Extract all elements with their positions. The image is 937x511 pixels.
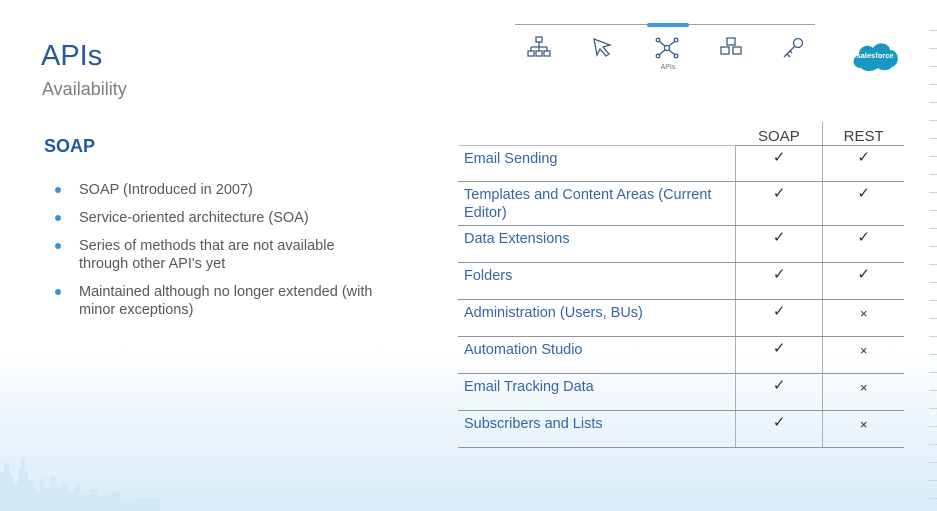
feature-cell: Administration (Users, BUs) <box>458 300 735 337</box>
soap-check-icon: ✓ <box>735 374 822 411</box>
soap-check-icon: ✓ <box>735 226 822 263</box>
table-row <box>458 146 904 182</box>
rest-cross-icon: × <box>823 337 904 374</box>
table-row <box>458 226 904 263</box>
key-icon[interactable] <box>780 35 806 61</box>
bullet-dot-icon <box>55 243 61 249</box>
bullet-item <box>55 283 375 319</box>
table-row <box>458 374 904 411</box>
hierarchy-icon[interactable] <box>526 35 552 61</box>
page-subtitle: Availability <box>42 79 127 99</box>
table-header-row <box>458 122 904 146</box>
header-soap: SOAP <box>735 122 822 146</box>
feature-cell: Folders <box>458 263 735 300</box>
bullet-item <box>55 237 375 273</box>
logo-text: salesforce <box>856 51 894 60</box>
rest-cross-icon: × <box>823 374 904 411</box>
api-availability-table <box>458 122 904 448</box>
rest-check-icon: ✓ <box>823 146 904 182</box>
bullet-item <box>55 181 375 199</box>
feature-cell: Subscribers and Lists <box>458 411 735 448</box>
rest-cross-icon: × <box>823 300 904 337</box>
soap-check-icon: ✓ <box>735 411 822 448</box>
rest-cross-icon: × <box>823 411 904 448</box>
feature-cell: Data Extensions <box>458 226 735 263</box>
header-rest: REST <box>823 122 904 146</box>
feature-cell: Email Sending <box>458 146 735 182</box>
bullet-text: Maintained although no longer extended (with minor exceptions) <box>79 284 373 318</box>
feature-cell: Automation Studio <box>458 337 735 374</box>
feature-cell: Email Tracking Data <box>458 374 735 411</box>
rest-check-icon: ✓ <box>823 182 904 226</box>
rest-check-icon: ✓ <box>823 226 904 263</box>
topic-nav <box>515 23 817 83</box>
table-row <box>458 263 904 300</box>
bullet-text: Series of methods that are not available through other API's yet <box>79 238 335 272</box>
rest-check-icon: ✓ <box>823 263 904 300</box>
section-heading: SOAP <box>44 136 96 156</box>
right-edge-decoration <box>929 30 937 500</box>
nav-active-label: APIs <box>660 64 676 71</box>
bullet-text: SOAP (Introduced in 2007) <box>79 182 253 198</box>
salesforce-logo <box>849 38 901 74</box>
bullet-dot-icon <box>55 187 61 193</box>
network-icon[interactable] <box>654 35 680 61</box>
table-row <box>458 337 904 374</box>
city-skyline-decoration <box>0 455 160 511</box>
cursor-icon[interactable] <box>590 35 616 61</box>
soap-check-icon: ✓ <box>735 146 822 182</box>
bullet-dot-icon <box>55 215 61 221</box>
table-row <box>458 182 904 226</box>
table-row <box>458 411 904 448</box>
soap-check-icon: ✓ <box>735 337 822 374</box>
header-feature <box>458 122 735 146</box>
soap-check-icon: ✓ <box>735 182 822 226</box>
cubes-icon[interactable] <box>718 35 744 61</box>
soap-check-icon: ✓ <box>735 263 822 300</box>
page-title: APIs <box>41 40 103 72</box>
bullet-text: Service-oriented architecture (SOA) <box>79 210 309 226</box>
bullet-list <box>55 181 375 329</box>
feature-cell: Templates and Content Areas (Current Editor) <box>458 182 735 226</box>
table-row <box>458 300 904 337</box>
bullet-dot-icon <box>55 289 61 295</box>
bullet-item <box>55 209 375 227</box>
soap-check-icon: ✓ <box>735 300 822 337</box>
nav-active-indicator <box>647 23 689 27</box>
